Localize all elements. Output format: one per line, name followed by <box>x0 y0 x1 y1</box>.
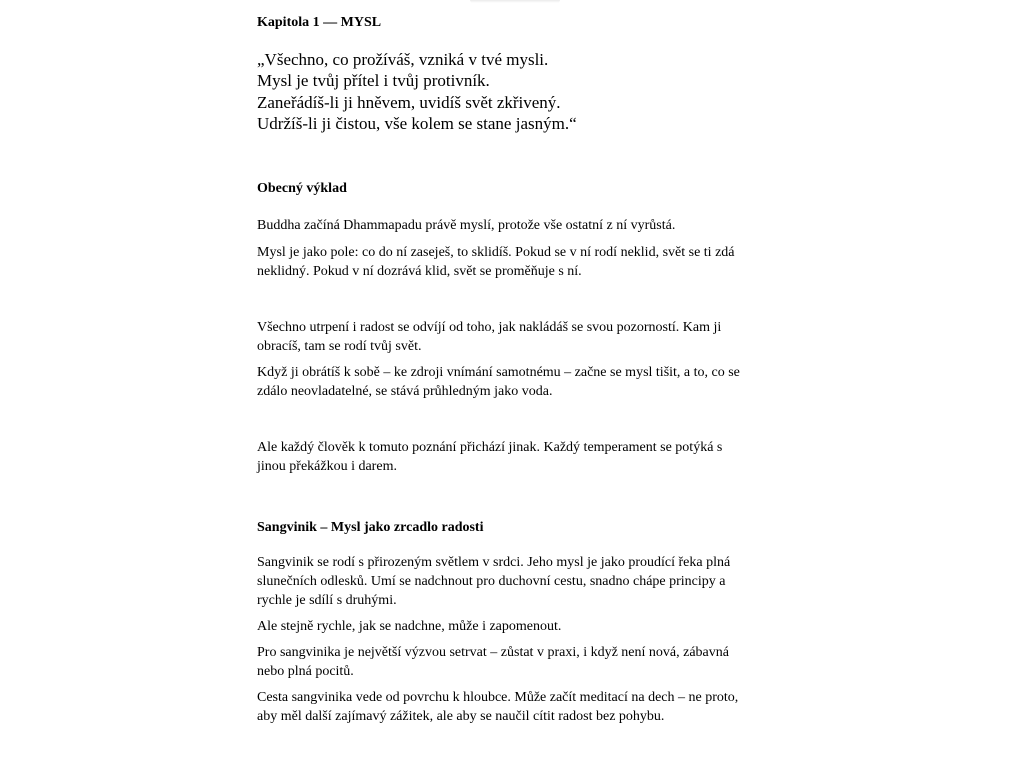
chapter-title: Kapitola 1 — MYSL <box>257 15 382 30</box>
paragraph <box>257 643 777 681</box>
paragraph <box>257 318 777 356</box>
paragraph-line: jinou překážkou i darem. <box>257 459 397 475</box>
opening-quote <box>257 49 777 134</box>
paragraph-line: slunečních odlesků. Umí se nadchnout pro duchovní cestu, snadno chápe principy a <box>257 574 726 590</box>
paragraph-line: Když ji obrátíš k sobě – ke zdroji vnímání samotnému – začne se mysl tišit, a to, co se <box>257 365 740 381</box>
paragraph-line: rychle je sdílí s druhými. <box>257 593 397 609</box>
quote-line: Mysl je tvůj přítel i tvůj protivník. <box>257 71 490 91</box>
paragraph-line: Pro sangvinika je největší výzvou setrvat – zůstat v praxi, i když není nová, zábavná <box>257 645 729 661</box>
paragraph <box>257 617 777 636</box>
paragraph <box>257 216 777 235</box>
paragraph-line: obracíš, tam se rodí tvůj svět. <box>257 339 422 355</box>
paragraph-line: neklidný. Pokud v ní dozrává klid, svět se proměňuje s ní. <box>257 264 582 280</box>
paragraph-line: Buddha začíná Dhammapadu právě myslí, protože vše ostatní z ní vyrůstá. <box>257 218 676 234</box>
paragraph-line: Mysl je jako pole: co do ní zaseješ, to sklidíš. Pokud se v ní rodí neklid, svět se ti zdá <box>257 245 735 261</box>
paragraph <box>257 688 777 726</box>
quote-line: Zaneřádíš-li ji hněvem, uvidíš svět zkřivený. <box>257 92 561 112</box>
document-content <box>257 13 777 726</box>
paragraph-line: zdálo neovladatelné, se stává průhledným jako voda. <box>257 384 553 400</box>
page-top-shadow <box>470 0 560 3</box>
paragraph-line: Všechno utrpení i radost se odvíjí od toho, jak nakládáš se svou pozorností. Kam ji <box>257 320 722 336</box>
paragraph-line: Sangvinik se rodí s přirozeným světlem v srdci. Jeho mysl je jako proudící řeka plná <box>257 555 731 571</box>
paragraph <box>257 243 777 281</box>
paragraph <box>257 363 777 401</box>
section-heading-general: Obecný výklad <box>257 181 347 197</box>
paragraph-line: Ale každý člověk k tomuto poznání přichází jinak. Každý temperament se potýká s <box>257 440 723 456</box>
quote-line: „Všechno, co prožíváš, vzniká v tvé mysli. <box>257 50 549 69</box>
paragraph-line: aby měl další zajímavý zážitek, ale aby se naučil cítit radost bez pohybu. <box>257 709 665 725</box>
paragraph <box>257 553 777 610</box>
paragraph-line: Cesta sangvinika vede od povrchu k hloubce. Může začít meditací na dech – ne proto, <box>257 690 739 706</box>
section-heading-sanguine: Sangvinik – Mysl jako zrcadlo radosti <box>257 520 484 536</box>
paragraph <box>257 438 777 476</box>
paragraph-line: Ale stejně rychle, jak se nadchne, může i zapomenout. <box>257 619 562 635</box>
quote-line: Udržíš-li ji čistou, vše kolem se stane jasným.“ <box>257 113 577 133</box>
paragraph-line: nebo plná pocitů. <box>257 664 354 680</box>
